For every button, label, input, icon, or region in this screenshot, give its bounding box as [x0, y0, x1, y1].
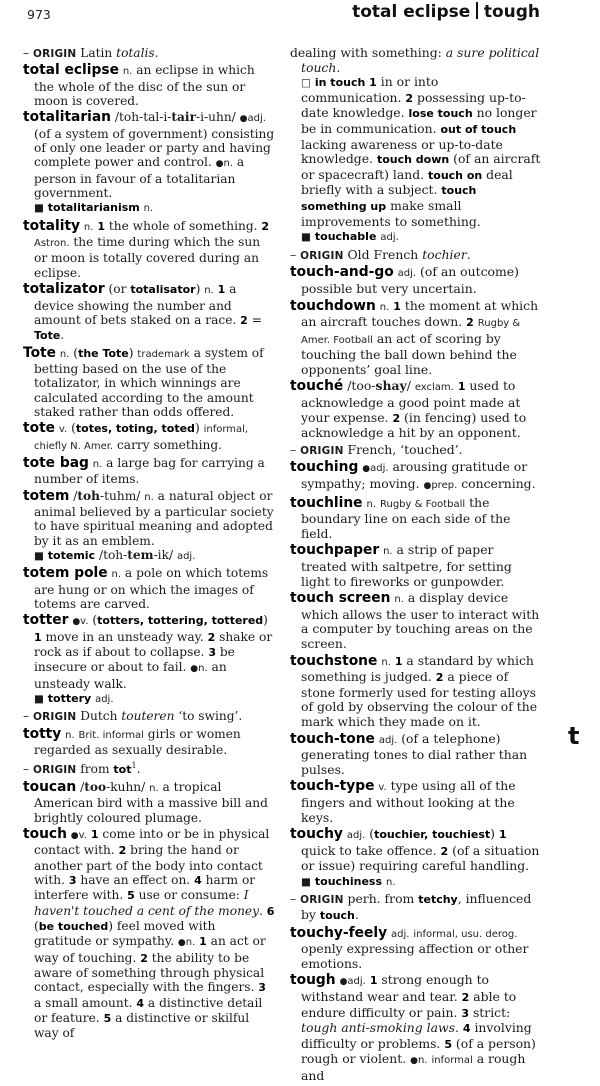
right-column — [290, 46, 542, 1086]
entry-touche: touché /too-shay/ exclam. 1 used to acknowledge a good point made at your expense. 2 (in fencing) used to acknowledge a hit by an opponent. — [290, 378, 527, 441]
entry-total-eclipse: total eclipse n. an eclipse in which the whole of the disc of the sun or moon is covered. — [23, 62, 255, 109]
entry-touch: touch ●v. 1 come into or be in physical contact with. 2 bring the hand or another part of the body into contact with. 3 have an effect on. 4 harm or interfere with. 5 use or consume: I haven't touched a cent of the money. 6 (be touched) feel moved with gratitude or sympathy. ●n. 1 an act or way of touching. 2 the ability to be aware of something through physical contact, especially with the fingers. 3 a small amount. 4 a distinctive detail or feature. 5 a distinctive or skilful way of — [23, 825, 275, 1041]
running-head-first: total eclipse — [352, 2, 471, 22]
entry-tough: tough ●adj. 1 strong enough to withstand wear and tear. 2 able to endure difficulty or pain. 3 strict: tough anti-smoking laws. 4 involving difficulty or problems. 5 (of a person) rough or violent. ●n. informal a rough and — [290, 972, 536, 1083]
entry-tote-system: Tote n. (the Tote) trademark a system of betting based on the use of the totalizator, in which winnings are calculated according to the amount staked rather than odds offered. — [23, 344, 264, 419]
entry-touch-continued: dealing with something: a sure political touch. □ in touch 1 in or into communication. 2 possessing up-to-date knowledge. lose touch no longer be in communication. out of touch lacking awareness or up-to-date knowledge. touch down (of an aircraft or spacecraft) land. touch on deal briefly with a subject. touch something up make small improvements to something. ■ touchable adj. — [290, 45, 541, 244]
entry-touchdown: touchdown n. 1 the moment at which an aircraft touches down. 2 Rugby & Amer. Football an act of scoring by touching the ball down behind the opponents’ goal line. — [290, 297, 539, 377]
entry-touch-and-go: touch-and-go adj. (of an outcome) possible but very uncertain. — [290, 264, 519, 296]
entry-touch-type: touch-type v. type using all of the fingers and without looking at the keys. — [290, 778, 516, 825]
entry-totem-pole: totem pole n. a pole on which totems are hung or on which the images of totems are carved. — [23, 565, 269, 612]
entry-tote-verb: tote v. (totes, toting, toted) informal, chiefly N. Amer. carry something. — [23, 420, 249, 452]
page-number: 973 — [27, 7, 51, 22]
entry-totality: totality n. 1 the whole of something. 2 Astron. the time during which the sun or moon is totally covered during an eclipse. — [23, 217, 270, 280]
entry-toucan: toucan /too-kuhn/ n. a tropical American bird with a massive bill and brightly coloured plumage. — [23, 778, 268, 825]
entry-totem: totem /toh-tuhm/ n. a natural object or animal believed by a particular society to have spiritual meaning and adopted by it as an emblem. ■ totemic /toh-tem-ik/ adj. — [23, 487, 274, 562]
running-head-last: tough — [483, 2, 540, 22]
entry-origin-totalis: – ORIGIN Latin totalis. — [23, 46, 159, 60]
entry-tote-bag: tote bag n. a large bag for carrying a number of items. — [23, 454, 265, 487]
entry-origin-tot: – ORIGIN from tot$^1$. — [23, 761, 141, 777]
entry-touch-screen: touch screen n. a display device which allows the user to interact with a computer by touching areas on the screen. — [290, 590, 540, 651]
running-head — [352, 2, 540, 22]
entry-totalizator: totalizator (or totalisator) n. 1 a device showing the number and amount of bets staked on a race. 2 = Tote. — [23, 281, 262, 343]
entry-origin-touteren: – ORIGIN Dutch touteren ‘to swing’. — [23, 709, 243, 724]
entry-origin-tochier: – ORIGIN Old French tochier. — [290, 246, 471, 262]
running-head-divider — [476, 2, 478, 19]
entry-touchline: touchline n. Rugby & Football the boundary line on each side of the field. — [290, 494, 511, 541]
entry-touching: touching ●adj. arousing gratitude or sympathy; moving. ●prep. concerning. — [290, 459, 536, 492]
entry-touchy: touchy adj. (touchier, touchiest) 1 quick to take offence. 2 (of a situation or issue) requiring careful handling. ■ touchiness n. — [290, 826, 540, 888]
entry-touchstone: touchstone n. 1 a standard by which something is judged. 2 a piece of stone formerly used for testing alloys of gold by observing the colour of the mark which they made on it. — [290, 652, 538, 729]
entry-origin-tetchy: – ORIGIN perh. from tetchy, influenced by touch. — [290, 891, 532, 923]
left-column — [23, 46, 275, 1043]
entry-totty: totty n. Brit. informal girls or women regarded as sexually desirable. — [23, 725, 241, 758]
entry-totter: totter ●v. (totters, tottering, tottered) 1 move in an unsteady way. 2 shake or rock as if about to collapse. 3 be insecure or about to fail. ●n. an unsteady walk. ■ tottery adj. — [23, 612, 273, 706]
entry-touch-tone: touch-tone adj. (of a telephone) generating tones to dial rather than pulses. — [290, 730, 528, 777]
entry-touchpaper: touchpaper n. a strip of paper treated with saltpetre, for setting light to fireworks or gunpowder. — [290, 542, 512, 589]
entry-totalitarian: totalitarian /toh-tal-i-tair-i-uhn/ ●adj. (of a system of government) consisting of only one leader or party and having complete power and control. ●n. a person in favour of a totalitarian government. ■ totalitarianism n. — [23, 109, 275, 215]
entry-origin-touche: – ORIGIN French, ‘touched’. — [290, 441, 463, 457]
entry-touchy-feely: touchy-feely adj. informal, usu. derog. openly expressing affection or other emotions. — [290, 924, 529, 971]
thumb-index-letter: t — [568, 722, 580, 750]
page-header — [0, 0, 600, 32]
